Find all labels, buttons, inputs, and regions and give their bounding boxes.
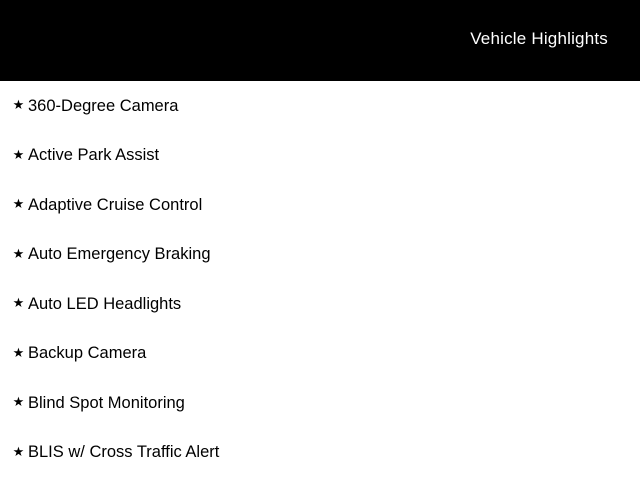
star-bullet-icon: ★ xyxy=(12,345,25,361)
list-item-label: BLIS w/ Cross Traffic Alert xyxy=(28,443,220,462)
star-bullet-icon: ★ xyxy=(12,444,25,460)
list-item xyxy=(0,180,640,230)
list-item xyxy=(0,378,640,428)
list-item xyxy=(0,230,640,280)
list-item-label: Backup Camera xyxy=(28,344,147,363)
star-bullet-icon: ★ xyxy=(12,395,25,411)
star-bullet-icon: ★ xyxy=(12,98,25,114)
star-bullet-icon: ★ xyxy=(12,246,25,262)
star-bullet-icon: ★ xyxy=(12,296,25,312)
star-bullet-icon: ★ xyxy=(12,197,25,213)
list-item xyxy=(0,428,640,478)
list-item-label: Auto LED Headlights xyxy=(28,294,182,313)
list-item-label: Adaptive Cruise Control xyxy=(28,195,203,214)
page-title: Vehicle Highlights xyxy=(470,29,608,48)
list-item-label: Blind Spot Monitoring xyxy=(28,393,185,412)
list-item-label: Active Park Assist xyxy=(28,146,160,165)
list-item xyxy=(0,131,640,181)
header-bar xyxy=(0,0,640,81)
vehicle-highlights-list xyxy=(0,81,640,477)
list-item xyxy=(0,279,640,329)
list-item-label: 360-Degree Camera xyxy=(28,96,179,115)
star-bullet-icon: ★ xyxy=(12,147,25,163)
list-item xyxy=(0,81,640,131)
list-item-label: Auto Emergency Braking xyxy=(28,245,211,264)
list-item xyxy=(0,329,640,379)
